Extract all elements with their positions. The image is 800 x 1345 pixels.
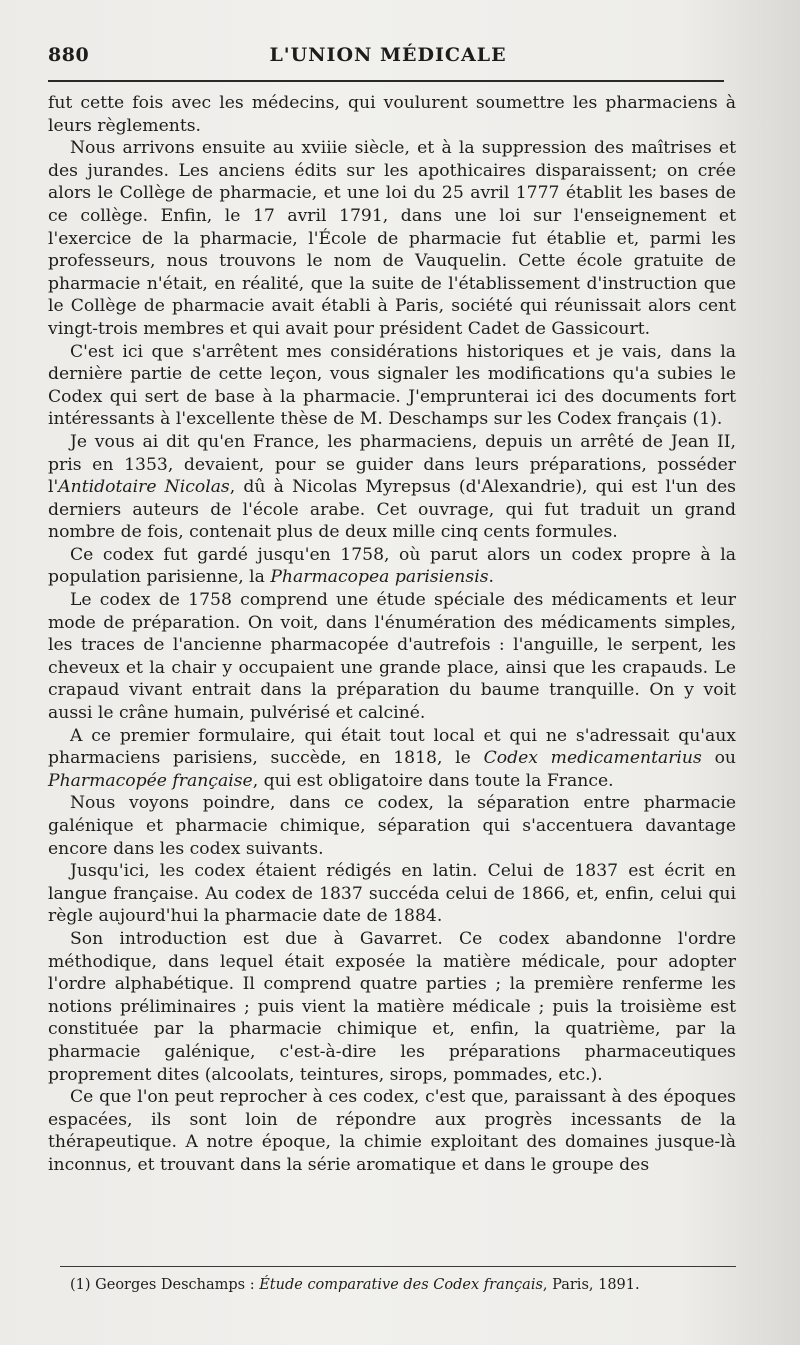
text-run: , qui est obligatoire dans toute la France. — [252, 770, 614, 791]
paragraph — [48, 928, 736, 1086]
text-run: fut cette fois avec les médecins, qui voulurent soumettre les pharmaciens à leurs règlements. — [48, 93, 736, 136]
paragraph — [48, 544, 736, 589]
italic-text: Codex medicamentarius — [483, 748, 702, 769]
text-run: ou — [701, 748, 736, 769]
paragraph — [48, 137, 736, 340]
text-run: . — [488, 567, 494, 588]
text-run: A ce premier formulaire, qui était tout local et qui ne s'adressait qu'aux pharmaciens parisiens, succède, en 1818, le — [48, 725, 736, 769]
paragraph — [48, 792, 736, 860]
text-run: C'est ici que s'arrêtent mes considérations historiques et je vais, dans la dernière partie de cette leçon, vous signaler les modifications qu'a subies le Codex qui sert de base à la pharmacie. J'emprunterai ici des documents fort intéressants à l'excellente thèse de M. Deschamps sur les Codex français (1). — [48, 341, 736, 430]
page-number: 880 — [48, 44, 90, 66]
paragraph — [48, 431, 736, 544]
paragraph — [48, 860, 736, 928]
paragraph — [48, 725, 736, 793]
text-run: Nous arrivons ensuite au xviiie siècle, et à la suppression des maîtrises et des jurandes. Les anciens édits sur les apothicaires disparaissent; on crée alors le Collège de pharmacie, et une loi du 25 avril 1777 établit les bases de ce collège. Enfin, le 17 avril 1791, dans une loi sur l'enseignement et l'exercice de la pharmacie, l'École de pharmacie fut établie et, parmi les professeurs, nous trouvons le nom de Vauquelin. Cette école gratuite de pharmacie n'était, en réalité, que la suite de l'établissement d'instruction que le Collège de pharmacie avait établi à Paris, société qui réunissait alors cent vingt-trois membres et qui avait pour président Cadet de Gassicourt. — [48, 138, 736, 339]
page-header — [48, 44, 728, 74]
italic-text: Pharmacopée française — [48, 770, 253, 791]
text-run: Jusqu'ici, les codex étaient rédigés en latin. Celui de 1837 est écrit en langue française. Au codex de 1837 succéda celui de 1866, et, enfin, celui qui règle aujourd'hui la pharmacie date de 1884. — [48, 861, 736, 927]
text-run: Ce codex fut gardé jusqu'en 1758, où parut alors un codex propre à la population parisienne, la — [48, 544, 736, 588]
text-run: Son introduction est due à Gavarret. Ce codex abandonne l'ordre méthodique, dans lequel était exposée la matière médicale, pour adopter l'ordre alphabétique. Il comprend quatre parties ; la première renferme les notions préliminaires ; puis vient la matière médicale ; puis la troisième est constituée par la pharmacie chimique et, enfin, la quatrième, par la pharmacie galénique, c'est-à-dire les préparations pharmaceutiques proprement dites (alcoolats, teintures, sirops, pommades, etc.). — [48, 928, 736, 1085]
italic-text: Pharmacopea parisiensis — [270, 567, 489, 588]
article-body — [48, 92, 736, 1177]
italic-text: Étude comparative des Codex français — [259, 1277, 543, 1293]
text-run: Je vous ai dit qu'en France, les pharmaciens, depuis un arrêté de Jean II, pris en 1353, devaient, pour se guider dans leurs préparations, posséder l' — [48, 431, 736, 498]
header-rule — [48, 80, 724, 82]
paragraph — [48, 1086, 736, 1176]
footnote — [70, 1275, 730, 1295]
text-run: (1) Georges Deschamps : — [70, 1277, 260, 1293]
text-run: Le codex de 1758 comprend une étude spéciale des médicaments et leur mode de préparation. On voit, dans l'énumération des médicaments simples, les traces de l'ancienne pharmacopée d'autrefois : l'anguille, le serpent, les cheveux et la chair y occupaient une grande place, ainsi que les crapauds. Le crapaud vivant entrait dans la préparation du baume tranquille. On y voit aussi le crâne humain, pulvérisé et calciné. — [48, 590, 736, 724]
paragraph — [48, 589, 736, 725]
text-run: , Paris, 1891. — [542, 1277, 640, 1293]
running-title: L'UNION MÉDICALE — [269, 44, 507, 66]
paragraph — [48, 341, 736, 431]
text-run: , dû à Nicolas Myrepsus (d'Alexandrie), qui est l'un des derniers auteurs de l'école arabe. Cet ouvrage, qui fut traduit un grand nombre de fois, contenait plus de deux mille cinq cents formules. — [48, 477, 737, 543]
text-run: Nous voyons poindre, dans ce codex, la séparation entre pharmacie galénique et pharmacie chimique, séparation qui s'accentuera davantage encore dans les codex suivants. — [48, 793, 736, 859]
paragraph — [48, 92, 736, 137]
footnote-rule — [60, 1266, 736, 1267]
text-run: Ce que l'on peut reprocher à ces codex, c'est que, paraissant à des époques espacées, ils sont loin de répondre aux progrès incessants de la thérapeutique. A notre époque, la chimie exploitant des domaines jusque-là inconnus, et trouvant dans la série aromatique et dans le groupe des — [48, 1087, 736, 1175]
italic-text: Antidotaire Nicolas — [58, 477, 230, 498]
